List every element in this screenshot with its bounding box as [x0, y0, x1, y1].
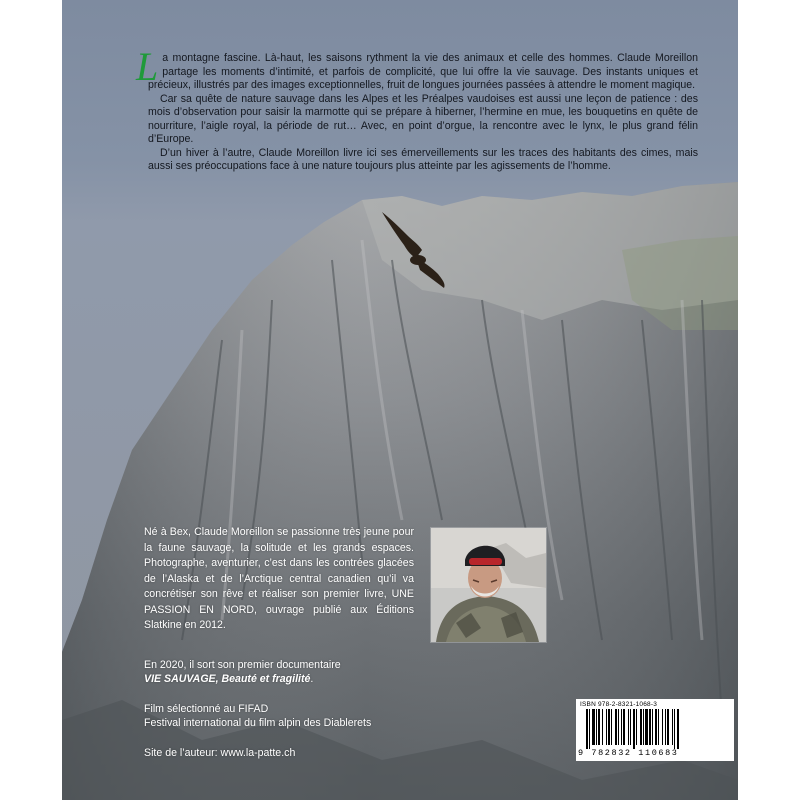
barcode-icon: [580, 709, 730, 749]
documentary-title: VIE SAUVAGE, Beauté et fragilité: [144, 673, 311, 685]
description-paragraph-3: D’un hiver à l’autre, Claude Moreillon livre ici ses émerveillements sur les traces des habitants des cimes, mais aussi ses préoccupations face à une nature toujours plus atteinte par les agissements de l’homme.: [148, 146, 698, 172]
author-bio: [144, 525, 414, 634]
isbn-label: ISBN 978-2-8321-1068-3: [580, 701, 658, 708]
film-selected: Film sélectionné au FIFAD: [144, 703, 269, 715]
author-website: Site de l’auteur: www.la-patte.ch: [144, 747, 296, 759]
dropcap-letter: L: [136, 44, 159, 89]
isbn-barcode: [576, 699, 734, 761]
documentary-title-end: .: [310, 673, 314, 685]
author-extra-info: [144, 658, 504, 760]
description-paragraph-1: a montagne fascine. Là-haut, les saisons rythment la vie des animaux et celle des hommes. Claude Moreillon partage les moments d’intimité, et parfois de complicité, que lui offre la vie sauvage. Des instants uniques et précieux, illustrés par des images exceptionnelles, fruit de longues journées passées à attendre le moment magique.: [148, 52, 698, 91]
ean-number: 9 782832 110683: [578, 748, 679, 758]
top-description: [136, 44, 698, 174]
back-cover: [62, 0, 738, 800]
description-paragraph-2: Car sa quête de nature sauvage dans les Alpes et les Préalpes vaudoises est aussi une leçon de patience : des mois d’observation pour saisir la marmotte qui se prépare à hiberner, l’hermine en mue, les bouquetins en quête de nourriture, l’aigle royal, la période de rut… Avec, en point d’orgue, la rencontre avec le lynx, le plus grand félin d’Europe.: [148, 92, 698, 145]
documentary-intro: En 2020, il sort son premier documentaire: [144, 659, 341, 671]
author-portrait: [430, 527, 547, 643]
author-bio-text: Né à Bex, Claude Moreillon se passionne très jeune pour la faune sauvage, la solitude et les grands espaces. Photographe, aventurier, c’est dans les contrées glacées de l’Alaska et de l’Arctique central canadien qu’il va concrétiser son rêve et réaliser son premier livre, UNE PASSION EN NORD, ouvrage publié aux Éditions Slatkine en 2012.: [144, 526, 414, 631]
festival-name: Festival international du film alpin des Diablerets: [144, 717, 372, 729]
